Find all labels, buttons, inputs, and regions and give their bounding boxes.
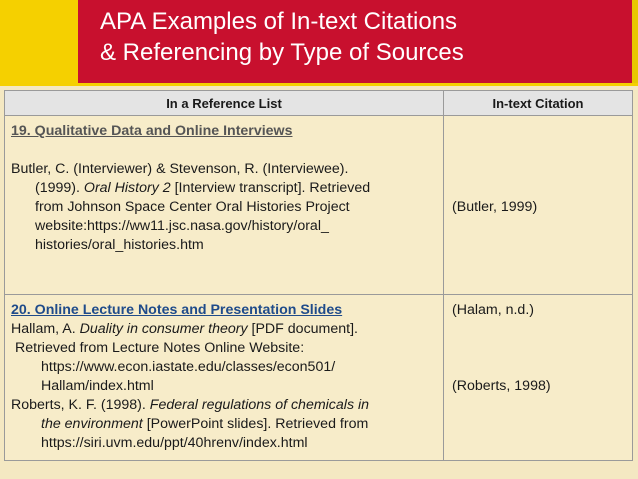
title-accent-bar: [0, 0, 78, 83]
reference-cell-19: [5, 116, 444, 295]
reference-title: the environment: [41, 416, 143, 432]
header-reference-list: In a Reference List: [5, 91, 444, 116]
reference-text: [PDF document].: [251, 321, 358, 337]
reference-url: Hallam/index.html: [41, 378, 154, 394]
reference-url: https://siri.uvm.edu/ppt/40hrenv/index.html: [41, 435, 308, 451]
citation-hallam: (Halam, n.d.): [452, 302, 534, 318]
slide-title: [100, 6, 620, 68]
reference-url: https://www.econ.iastate.edu/classes/econ501/: [41, 359, 336, 375]
reference-line: from Johnson Space Center Oral Histories Project: [35, 199, 350, 215]
reference-entry-butler: [11, 160, 437, 179]
reference-text: [PowerPoint slides]. Retrieved from: [146, 416, 369, 432]
slide-title-line1: APA Examples of In-text Citations: [100, 8, 458, 35]
reference-url: histories/oral_histories.htm: [35, 237, 204, 253]
reference-author: Roberts, K. F. (1998).: [11, 397, 146, 413]
slide-title-line2: & Referencing by Type of Sources: [100, 39, 464, 66]
reference-entry-hallam: [11, 320, 437, 339]
section-title-20: 20. Online Lecture Notes and Presentation Slides: [11, 302, 343, 318]
table-row: [5, 295, 633, 461]
reference-title: Duality in consumer theory: [79, 321, 248, 337]
reference-author: Hallam, A.: [11, 321, 76, 337]
reference-title: Federal regulations of chemicals in: [149, 397, 370, 413]
title-accent-edge: [632, 0, 638, 83]
citation-roberts: (Roberts, 1998): [452, 378, 551, 394]
title-band: [0, 0, 638, 86]
reference-text: Butler, C. (Interviewer) & Stevenson, R. (Interviewee).: [11, 161, 349, 177]
reference-line: [11, 415, 437, 434]
citation-cell-19: [444, 116, 633, 295]
reference-entry-roberts: [11, 396, 437, 415]
citation-cell-20: [444, 295, 633, 461]
header-in-text-citation: In-text Citation: [444, 91, 633, 116]
reference-url: website:https://ww11.jsc.nasa.gov/history/oral_: [35, 218, 329, 234]
reference-year: (1999).: [35, 180, 80, 196]
citation-butler: (Butler, 1999): [452, 198, 538, 215]
reference-line: [11, 179, 437, 198]
citation-table: [4, 90, 633, 461]
reference-cell-20: [5, 295, 444, 461]
table-header-row: [5, 91, 633, 116]
table-row: [5, 116, 633, 295]
reference-line: Retrieved from Lecture Notes Online Website:: [15, 340, 305, 356]
reference-text: [Interview transcript]. Retrieved: [174, 180, 371, 196]
reference-title: Oral History 2: [83, 180, 171, 196]
section-title-19: 19. Qualitative Data and Online Interviews: [11, 123, 293, 139]
